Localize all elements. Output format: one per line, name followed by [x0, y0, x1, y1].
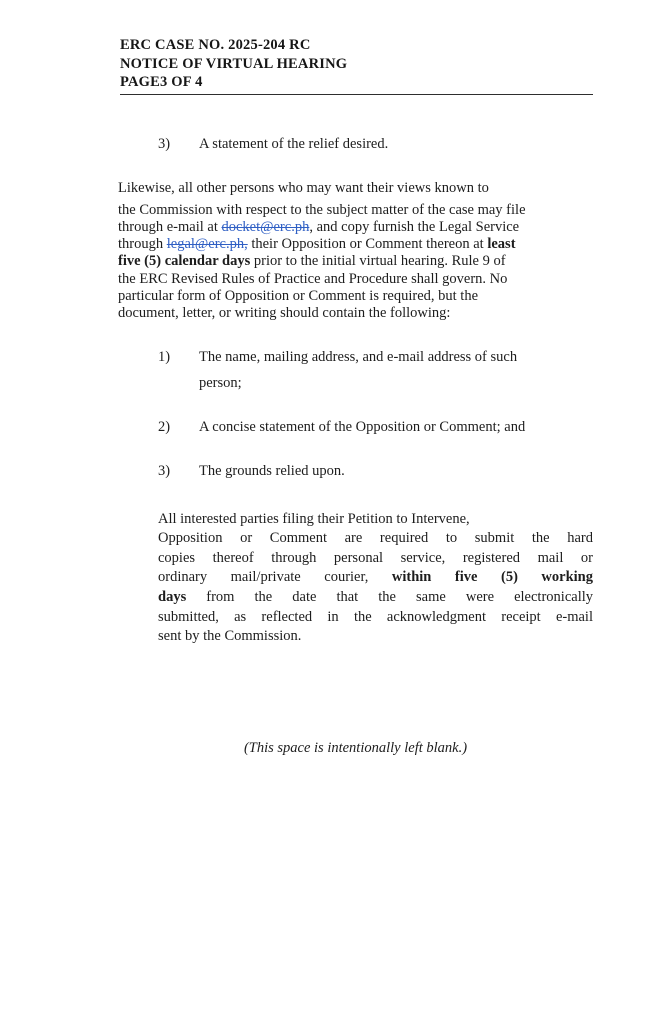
- list-item: [158, 414, 593, 440]
- text-run: person;: [199, 374, 242, 391]
- likewise-intro-line: Likewise, all other persons who may want their views known to: [118, 179, 489, 196]
- email-link-legal[interactable]: legal@erc.ph,: [166, 236, 248, 253]
- text-run: submitted, as reflected in the acknowledgment receipt e-mail: [158, 608, 593, 625]
- page-number-line: PAGE3 OF 4: [120, 74, 203, 90]
- text-line: [158, 510, 593, 530]
- text-line: [199, 414, 593, 440]
- list-item: [158, 344, 593, 396]
- requirements-list: [158, 344, 593, 484]
- text-line: [158, 529, 593, 549]
- text-run: copies thereof through personal service, registered mail or: [158, 549, 593, 566]
- text-run: All interested parties filing their Petition to Intervene,: [158, 510, 470, 527]
- document-body: [118, 135, 593, 757]
- text-line: [158, 549, 593, 569]
- hardcopy-paragraph: [158, 510, 593, 647]
- text-run: , and copy furnish the Legal Service: [309, 218, 520, 235]
- email-link-docket[interactable]: docket@erc.ph: [221, 218, 310, 235]
- text-run: days: [158, 588, 187, 605]
- document-header: [120, 36, 593, 95]
- list-item-text: [199, 414, 593, 440]
- relief-item-text: A statement of the relief desired.: [199, 135, 389, 152]
- text-run: from the date that the same were electronically: [186, 588, 593, 605]
- text-run: document, letter, or writing should contain the following:: [118, 305, 451, 322]
- case-number-line: ERC CASE NO. 2025-204 RC: [120, 37, 311, 53]
- text-run: their Opposition or Comment thereon at: [247, 236, 488, 253]
- notice-title-line: NOTICE OF VIRTUAL HEARING: [120, 55, 348, 72]
- relief-item: [158, 135, 593, 153]
- text-line: [118, 271, 593, 288]
- text-line: [118, 236, 593, 253]
- text-line: [158, 568, 593, 588]
- list-item-number: 3): [158, 462, 171, 479]
- text-line: [158, 588, 593, 608]
- text-run: the ERC Revised Rules of Practice and Procedure shall govern. No: [118, 270, 508, 287]
- text-line: [158, 627, 593, 647]
- text-run: through: [118, 236, 167, 253]
- text-run: within five (5) working: [391, 569, 594, 586]
- text-run: Opposition or Comment are required to submit the hard: [158, 530, 593, 547]
- text-line: [118, 288, 593, 305]
- text-line: [118, 219, 593, 236]
- list-item-text: [199, 344, 593, 396]
- text-run: A concise statement of the Opposition or Comment; and: [199, 418, 526, 435]
- intentionally-blank-note: (This space is intentionally left blank.): [243, 739, 468, 756]
- likewise-paragraph: [118, 202, 593, 323]
- text-run: the Commission with respect to the subject matter of the case may file: [118, 201, 526, 218]
- text-line: [118, 253, 593, 270]
- list-item-number: 2): [158, 418, 171, 435]
- text-run: ordinary mail/private courier,: [158, 569, 392, 586]
- text-run: least: [487, 236, 516, 253]
- text-line: [158, 608, 593, 628]
- text-run: sent by the Commission.: [158, 628, 302, 645]
- text-line: [199, 370, 593, 396]
- list-item-text: [199, 458, 593, 484]
- text-run: The name, mailing address, and e-mail address of such: [199, 348, 518, 365]
- text-run: particular form of Opposition or Comment is required, but the: [118, 287, 479, 304]
- text-line: [199, 458, 593, 484]
- text-line: [118, 202, 593, 219]
- list-item: [158, 458, 593, 484]
- text-line: [199, 344, 593, 370]
- relief-item-number: 3): [158, 135, 171, 152]
- text-line: [118, 305, 593, 322]
- text-run: prior to the initial virtual hearing. Rule 9 of: [250, 253, 506, 270]
- text-run: The grounds relied upon.: [199, 462, 345, 479]
- list-item-number: 1): [158, 348, 171, 365]
- text-run: five (5) calendar days: [118, 253, 251, 270]
- text-run: through e-mail at: [118, 218, 222, 235]
